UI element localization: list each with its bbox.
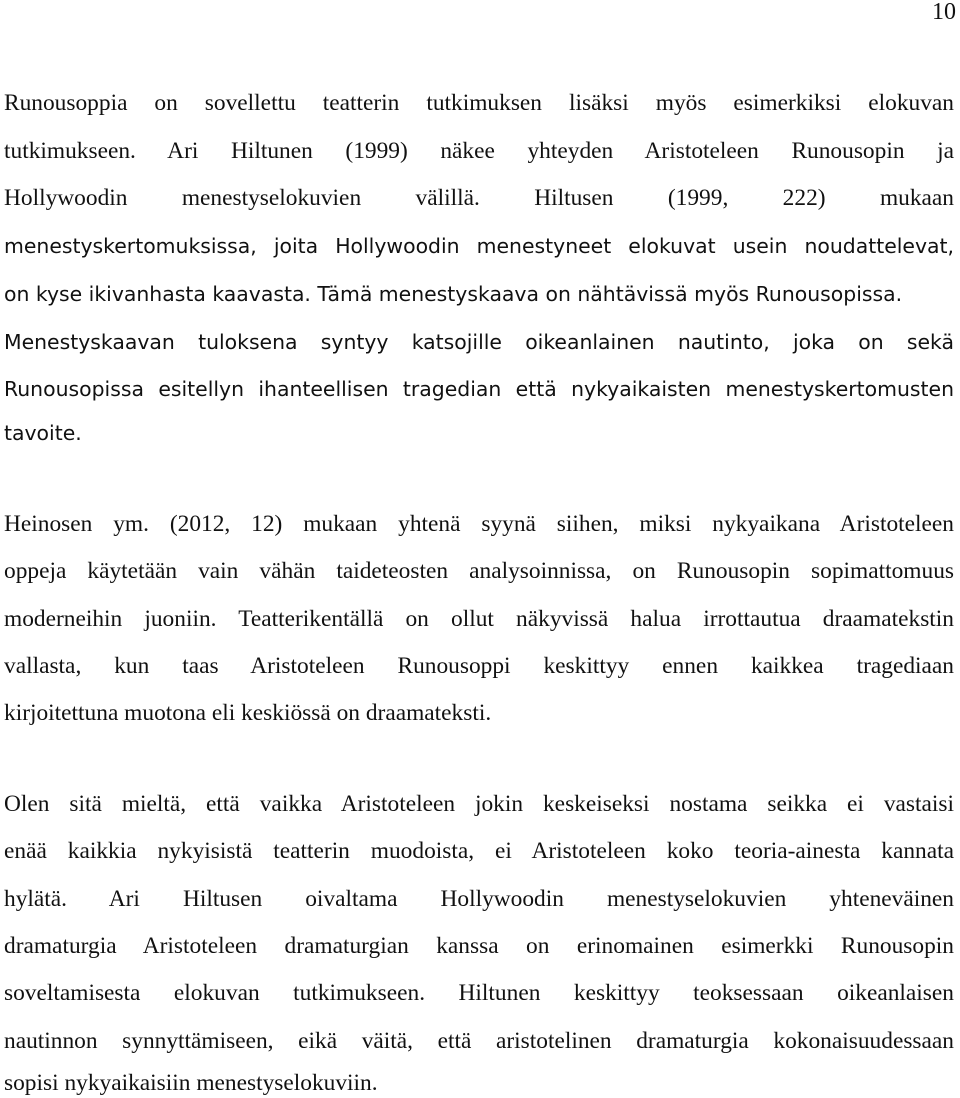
paragraph-1-line-7: Runousopissa esitellyn ihanteellisen tragedian että nykyaikaisten menestyskertomusten	[4, 377, 954, 401]
paragraph-2-line-4: vallasta, kun taas Aristoteleen Runousoppi keskittyy ennen kaikkea tragediaan	[4, 653, 954, 679]
paragraph-2-line-2: oppeja käytetään vain vähän taideteosten analysoinnissa, on Runousopin sopimattomuus	[4, 558, 954, 584]
paragraph-3-line-5: soveltamisesta elokuvan tutkimukseen. Hiltunen keskittyy teoksessaan oikeanlaisen	[4, 980, 954, 1006]
paragraph-3-line-7: sopisi nykyaikaisiin menestyselokuviin.	[4, 1070, 378, 1096]
paragraph-2-line-1: Heinosen ym. (2012, 12) mukaan yhtenä syynä siihen, miksi nykyaikana Aristoteleen	[4, 511, 954, 537]
paragraph-1-line-5: on kyse ikivanhasta kaavasta. Tämä menestyskaava on nähtävissä myös Runousopissa.	[4, 282, 903, 306]
paragraph-3-line-4: dramaturgia Aristoteleen dramaturgian kanssa on erinomainen esimerkki Runousopin	[4, 933, 954, 959]
paragraph-2-line-5: kirjoitettuna muotona eli keskiössä on draamateksti.	[4, 700, 492, 726]
paragraph-1-line-6: Menestyskaavan tuloksena syntyy katsojille oikeanlainen nautinto, joka on sekä	[4, 330, 954, 354]
paragraph-1-line-8: tavoite.	[4, 421, 82, 445]
page-number: 10	[932, 0, 956, 25]
paragraph-1-line-1: Runousoppia on sovellettu teatterin tutkimuksen lisäksi myös esimerkiksi elokuvan	[4, 90, 954, 116]
paragraph-3-line-3: hylätä. Ari Hiltusen oivaltama Hollywoodin menestyselokuvien yhteneväinen	[4, 886, 954, 912]
paragraph-3-line-2: enää kaikkia nykyisistä teatterin muodoista, ei Aristoteleen koko teoria-ainesta kannata	[4, 838, 954, 864]
paragraph-1-line-4: menestyskertomuksissa, joita Hollywoodin menestyneet elokuvat usein noudattelevat,	[4, 234, 954, 258]
paragraph-1-line-2: tutkimukseen. Ari Hiltunen (1999) näkee yhteyden Aristoteleen Runousopin ja	[4, 138, 954, 164]
paragraph-3-line-6: nautinnon synnyttämiseen, eikä väitä, että aristotelinen dramaturgia kokonaisuudessaan	[4, 1028, 954, 1054]
paragraph-3-line-1: Olen sitä mieltä, että vaikka Aristoteleen jokin keskeiseksi nostama seikka ei vastaisi	[4, 791, 954, 817]
paragraph-2-line-3: moderneihin juoniin. Teatterikentällä on ollut näkyvissä halua irrottautua draamatekstin	[4, 606, 954, 632]
paragraph-1-line-3: Hollywoodin menestyselokuvien välillä. Hiltusen (1999, 222) mukaan	[4, 185, 954, 211]
